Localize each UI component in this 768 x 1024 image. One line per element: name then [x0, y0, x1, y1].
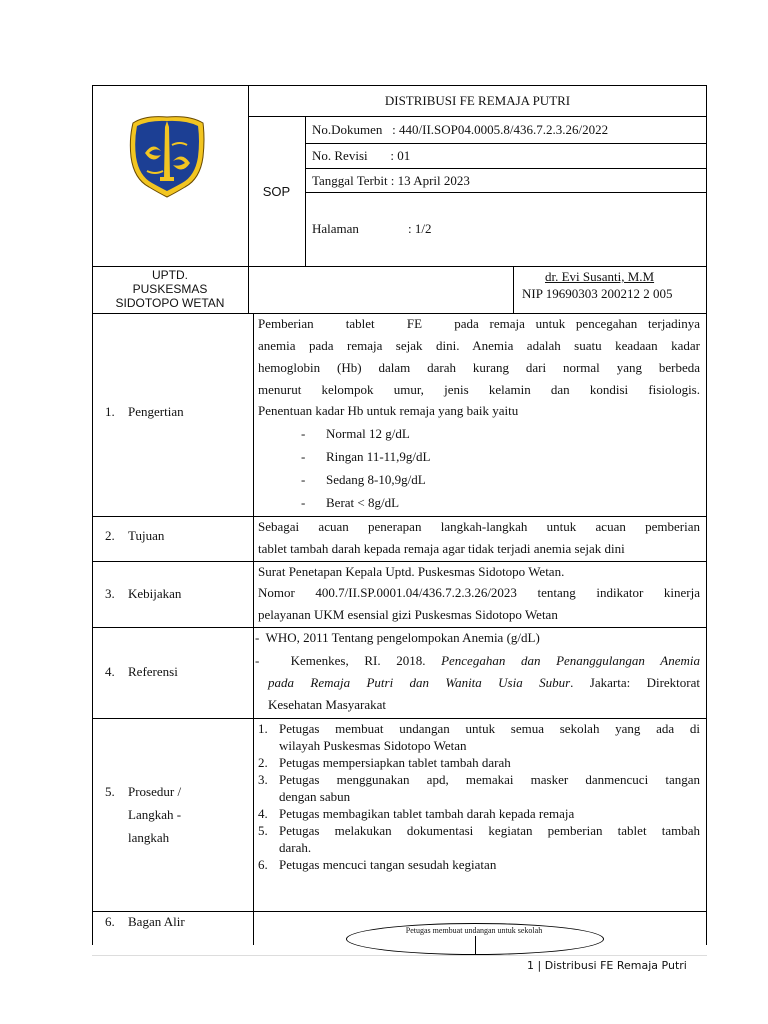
table-border-top [92, 85, 707, 86]
kebijakan-line-2: Nomor 400.7/II.SP.0001.04/436.7.2.3.26/2023 tentang indikator kinerja [258, 585, 700, 600]
step-number: 4. [258, 806, 268, 821]
step-text: Petugas menggunakan apd, memakai masker danmencuci tangan [279, 772, 700, 787]
hb-sedang: Sedang 8-10,9g/dL [326, 472, 426, 487]
pengertian-line: anemia pada remaja sejak dini. Anemia adalah suatu keadaan kadar [258, 338, 700, 353]
tanggal-terbit: Tanggal Terbit : 13 April 2023 [312, 173, 470, 188]
section-number: 1. [105, 404, 115, 419]
city-emblem-logo [125, 113, 210, 198]
section-number: 4. [105, 664, 115, 679]
section-label-pengertian: Pengertian [128, 404, 184, 419]
halaman-label: Halaman [312, 221, 359, 236]
rev-rule [305, 168, 707, 169]
flowchart-start-label: Petugas membuat undangan untuk sekolah [405, 926, 543, 935]
table-border-right [706, 85, 707, 945]
referensi-item-1: - WHO, 2011 Tentang pengelompokan Anemia (g/dL) [255, 630, 540, 645]
no-revisi: No. Revisi : 01 [312, 148, 411, 163]
tujuan-rule [92, 561, 707, 562]
step-text: wilayah Puskesmas Sidotopo Wetan [279, 738, 467, 753]
kebijakan-line-3: pelayanan UKM esensial gizi Puskesmas Sidotopo Wetan [258, 607, 558, 622]
step-number: 3. [258, 772, 268, 787]
document-title: DISTRIBUSI FE REMAJA PUTRI [384, 93, 571, 108]
table-border-left [92, 85, 93, 945]
referensi-author: - Kemenkes, RI. 2018. [255, 653, 426, 668]
step-number: 6. [258, 857, 268, 872]
footer-rule [92, 955, 707, 956]
pengertian-line: Pemberian tablet FE pada remaja untuk pencegahan terjadinya [258, 316, 700, 331]
pengertian-line: menurut kelompok umur, jenis kelamin dan kondisi fisiologis. [258, 382, 700, 397]
hb-berat: Berat < 8g/dL [326, 495, 400, 510]
referensi-item-2-line-2 [268, 674, 700, 692]
footer [527, 957, 687, 975]
section-divider [253, 313, 254, 945]
step-4 [258, 806, 700, 823]
section-number: 6. [105, 914, 115, 929]
step-text: Petugas mencuci tangan sesudah kegiatan [279, 857, 497, 872]
sop-label: SOP [262, 184, 291, 199]
step-text: dengan sabun [279, 789, 351, 804]
section-label-bagan: Bagan Alir [128, 914, 185, 929]
kebijakan-rule [92, 627, 707, 628]
unit-line-3: SIDOTOPO WETAN [115, 296, 225, 310]
kebijakan-line-1: Surat Penetapan Kepala Uptd. Puskesmas Sidotopo Wetan. [258, 564, 565, 579]
step-6 [258, 857, 700, 874]
halaman-value: : 1/2 [408, 221, 432, 236]
prosedur-label-1: Prosedur / [128, 784, 182, 799]
no-dokumen: No.Dokumen : 440/II.SOP04.0005.8/436.7.2.3.26/2022 [312, 122, 609, 137]
doc-rule [305, 143, 707, 144]
footer-title: Distribusi FE Remaja Putri [544, 959, 687, 972]
footer-page-number: 1 [527, 959, 534, 972]
sop-divider [305, 116, 306, 266]
step-5 [258, 823, 700, 857]
hb-normal: Normal 12 g/dL [326, 426, 410, 441]
unit-line-1: UPTD. [152, 268, 188, 282]
step-text: darah. [279, 840, 312, 855]
section-number: 5. [105, 784, 115, 799]
prosedur-rule [92, 911, 707, 912]
step-number: 5. [258, 823, 268, 838]
date-rule [305, 192, 707, 193]
list-dash: - [301, 449, 306, 464]
pengertian-last-line: Penentuan kadar Hb untuk remaja yang baik yaitu [258, 403, 519, 418]
referensi-book-title: Pencegahan dan Penanggulangan Anemia [441, 653, 700, 668]
step-text: Petugas melakukan dokumentasi kegiatan pemberian tablet tambah [279, 823, 700, 838]
prosedur-label-3: langkah [128, 830, 170, 845]
step-number: 2. [258, 755, 268, 770]
tujuan-line-2: tablet tambah darah kepada remaja agar tidak terjadi anemia sejak dini [258, 541, 625, 556]
step-number: 1. [258, 721, 268, 736]
section-label-referensi: Referensi [128, 664, 178, 679]
step-text: Petugas membuat undangan untuk semua sekolah yang ada di [279, 721, 700, 736]
prosedur-steps [258, 721, 700, 874]
tujuan-line-1: Sebagai acuan penerapan langkah-langkah untuk acuan pemberian [258, 519, 700, 534]
signer-divider [513, 266, 514, 313]
referensi-item-2-line-3: Kesehatan Masyarakat [268, 697, 387, 712]
step-text: Petugas membagikan tablet tambah darah kepada remaja [279, 806, 575, 821]
prosedur-label-2: Langkah - [128, 807, 182, 822]
section-number: 2. [105, 528, 115, 543]
referensi-publisher: . Jakarta: Direktorat [570, 675, 700, 690]
signer-nip: NIP 19690303 200212 2 005 [522, 286, 673, 301]
title-rule [248, 116, 707, 117]
referensi-book-title-cont: pada Remaja Putri dan Wanita Usia Subur [268, 675, 571, 690]
pengertian-line: hemoglobin (Hb) dalam darah kurang dari normal yang berbeda [258, 360, 700, 375]
section-number: 3. [105, 586, 115, 601]
step-3 [258, 772, 700, 806]
referensi-rule [92, 718, 707, 719]
step-2 [258, 755, 700, 772]
referensi-item-2 [255, 652, 700, 670]
step-1 [258, 721, 700, 755]
section-label-tujuan: Tujuan [128, 528, 165, 543]
flowchart-connector [475, 936, 476, 954]
hb-ringan: Ringan 11-11,9g/dL [326, 449, 431, 464]
signer-name: dr. Evi Susanti, M.M [545, 269, 655, 284]
footer-separator: | [537, 959, 542, 972]
section-label-kebijakan: Kebijakan [128, 586, 182, 601]
list-dash: - [301, 472, 306, 487]
unit-line-2: PUSKESMAS [132, 282, 208, 296]
step-text: Petugas mempersiapkan tablet tambah darah [279, 755, 511, 770]
list-dash: - [301, 495, 306, 510]
header-rule [92, 266, 707, 267]
list-dash: - [301, 426, 306, 441]
